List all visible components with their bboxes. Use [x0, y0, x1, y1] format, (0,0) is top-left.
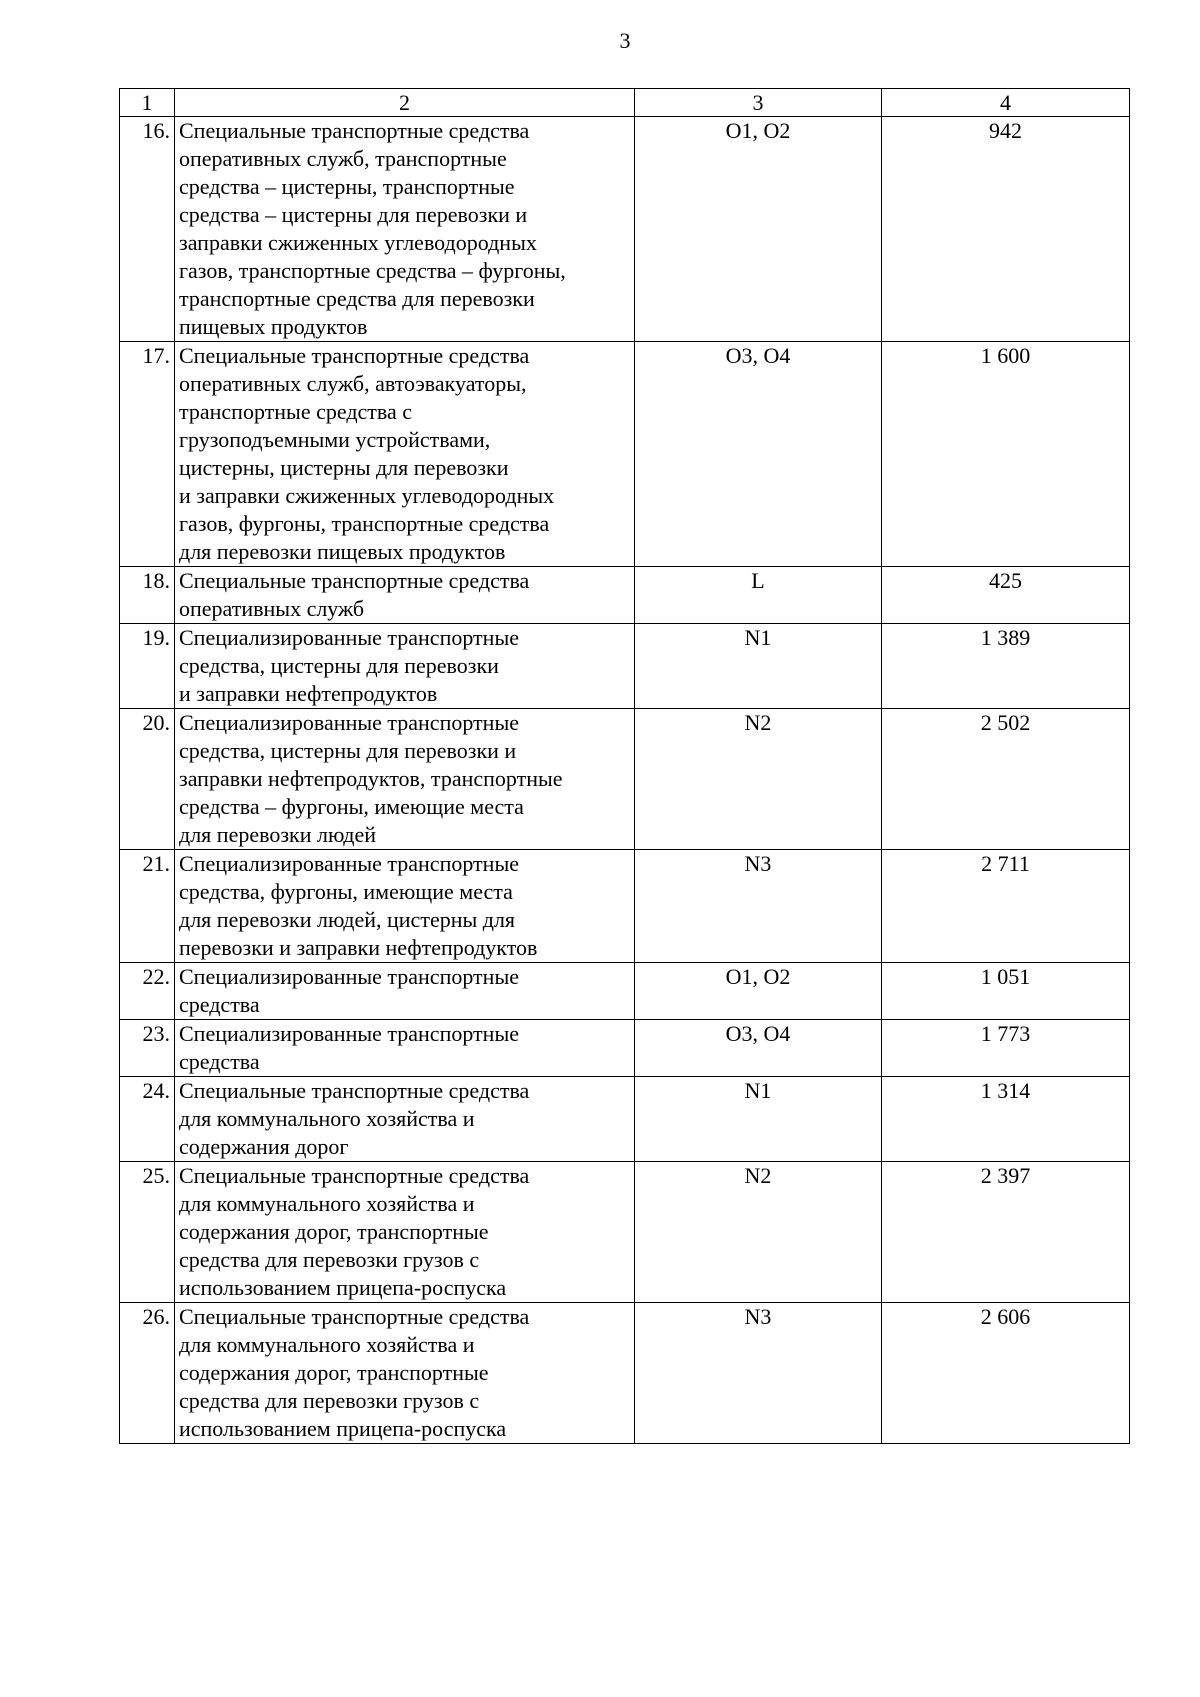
row-value: 1 314 — [882, 1077, 1130, 1162]
row-description: Специальные транспортные средства для коммунального хозяйства и содержания дорог, транспортные средства для перевозки грузов с использованием прицепа-роспуска — [175, 1162, 635, 1303]
row-number: 25. — [120, 1162, 175, 1303]
row-number: 19. — [120, 624, 175, 709]
table-row — [120, 1020, 1130, 1077]
row-description: Специальные транспортные средства оперативных служб — [175, 567, 635, 624]
row-value: 2 606 — [882, 1303, 1130, 1444]
row-description: Специализированные транспортные средства, фургоны, имеющие места для перевозки людей, цистерны для перевозки и заправки нефтепродуктов — [175, 850, 635, 963]
table-row — [120, 624, 1130, 709]
row-number: 20. — [120, 709, 175, 850]
row-category: N3 — [635, 1303, 882, 1444]
header-col-4: 4 — [882, 89, 1130, 117]
row-number: 26. — [120, 1303, 175, 1444]
row-number: 21. — [120, 850, 175, 963]
row-category: O3, O4 — [635, 342, 882, 567]
row-description: Специальные транспортные средства для коммунального хозяйства и содержания дорог — [175, 1077, 635, 1162]
row-category: O3, O4 — [635, 1020, 882, 1077]
row-number: 16. — [120, 117, 175, 342]
row-value: 1 600 — [882, 342, 1130, 567]
row-number: 22. — [120, 963, 175, 1020]
row-description: Специализированные транспортные средства — [175, 1020, 635, 1077]
row-number: 23. — [120, 1020, 175, 1077]
row-value: 425 — [882, 567, 1130, 624]
row-description: Специальные транспортные средства для коммунального хозяйства и содержания дорог, транспортные средства для перевозки грузов с использованием прицепа-роспуска — [175, 1303, 635, 1444]
row-number: 18. — [120, 567, 175, 624]
table-row — [120, 567, 1130, 624]
table-header-row — [120, 89, 1130, 117]
row-value: 1 389 — [882, 624, 1130, 709]
row-description: Специальные транспортные средства оперативных служб, автоэвакуаторы, транспортные средства с грузоподъемными устройствами, цистерны, цистерны для перевозки и заправки сжиженных углеводородных газов, фургоны, транспортные средства для перевозки пищевых продуктов — [175, 342, 635, 567]
table-row — [120, 342, 1130, 567]
table-row — [120, 850, 1130, 963]
row-description: Специализированные транспортные средства, цистерны для перевозки и заправки нефтепродуктов — [175, 624, 635, 709]
row-category: N2 — [635, 1162, 882, 1303]
table-row — [120, 1162, 1130, 1303]
row-category: O1, O2 — [635, 117, 882, 342]
row-description: Специализированные транспортные средства — [175, 963, 635, 1020]
row-category: O1, O2 — [635, 963, 882, 1020]
vehicle-category-table — [119, 88, 1130, 1444]
table-row — [120, 709, 1130, 850]
row-category: N1 — [635, 1077, 882, 1162]
row-value: 2 711 — [882, 850, 1130, 963]
row-value: 2 397 — [882, 1162, 1130, 1303]
row-category: N3 — [635, 850, 882, 963]
row-value: 942 — [882, 117, 1130, 342]
row-category: N1 — [635, 624, 882, 709]
row-category: L — [635, 567, 882, 624]
table-row — [120, 963, 1130, 1020]
row-value: 1 773 — [882, 1020, 1130, 1077]
table-row — [120, 1077, 1130, 1162]
row-description: Специальные транспортные средства оперативных служб, транспортные средства – цистерны, транспортные средства – цистерны для перевозки и заправки сжиженных углеводородных газов, транспортные средства – фургоны, транспортные средства для перевозки пищевых продуктов — [175, 117, 635, 342]
table-row — [120, 1303, 1130, 1444]
page-number: 3 — [619, 28, 631, 53]
row-value: 1 051 — [882, 963, 1130, 1020]
header-col-2: 2 — [175, 89, 635, 117]
row-description: Специализированные транспортные средства, цистерны для перевозки и заправки нефтепродуктов, транспортные средства – фургоны, имеющие места для перевозки людей — [175, 709, 635, 850]
table-row — [120, 117, 1130, 342]
row-value: 2 502 — [882, 709, 1130, 850]
row-number: 17. — [120, 342, 175, 567]
header-col-3: 3 — [635, 89, 882, 117]
header-col-1: 1 — [120, 89, 175, 117]
row-category: N2 — [635, 709, 882, 850]
row-number: 24. — [120, 1077, 175, 1162]
